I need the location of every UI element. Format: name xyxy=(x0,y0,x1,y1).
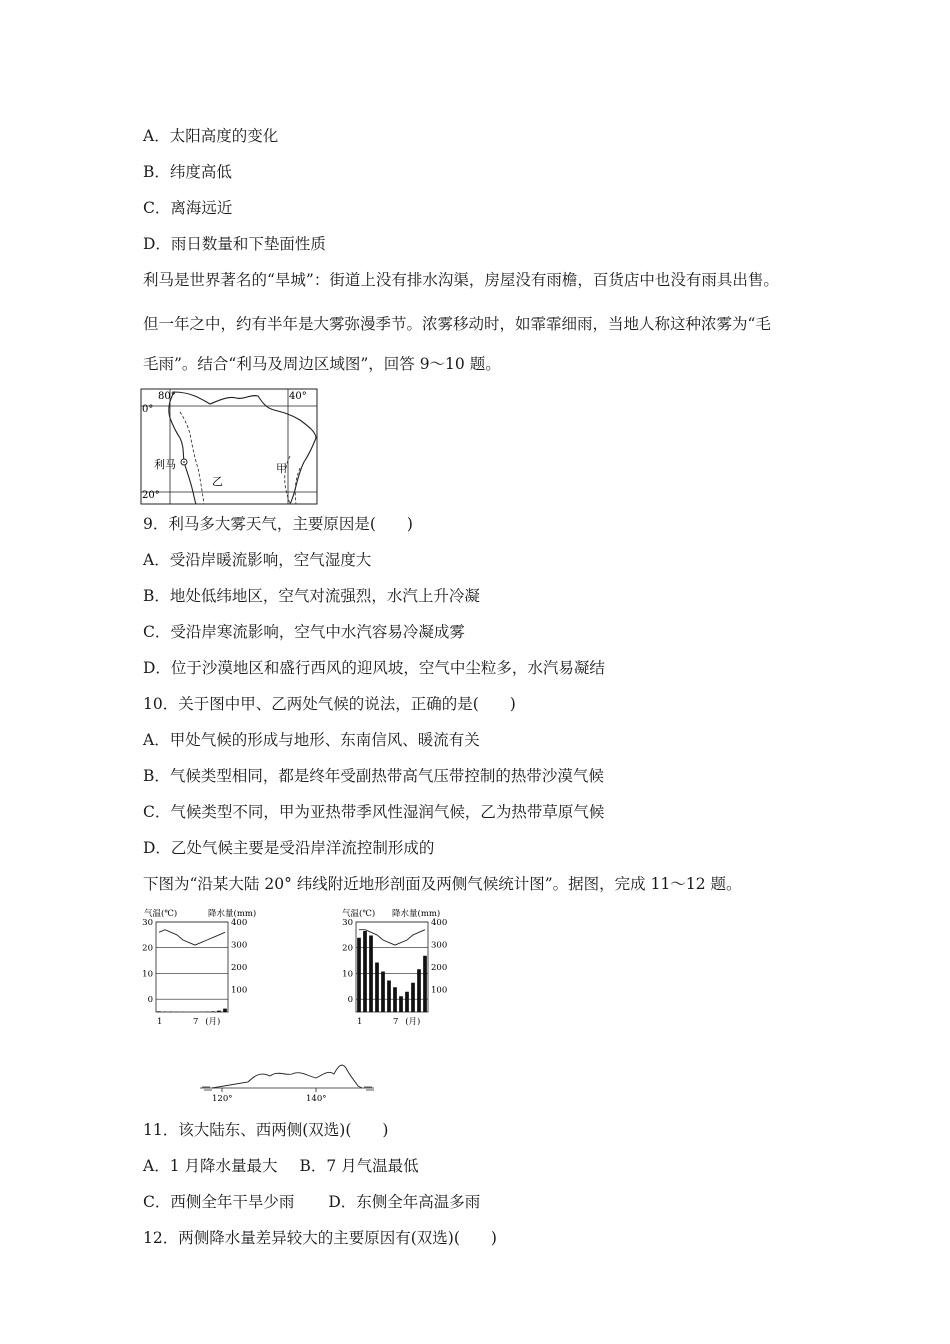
q10-option-c: C．气候类型不同，甲为亚热带季风性湿润气候，乙为热带草原气候 xyxy=(143,803,605,821)
q10-option-b: B．气候类型相同，都是终年受副热带高气压带控制的热带沙漠气候 xyxy=(143,767,604,785)
q9-stem: 9．利马多大雾天气，主要原因是( ) xyxy=(143,515,413,533)
left-month-tick: 7 xyxy=(193,1017,199,1027)
q10-option-a: A．甲处气候的形成与地形、东南信风、暖流有关 xyxy=(143,731,480,749)
q11-option-a: A．1 月降水量最大 xyxy=(143,1157,278,1175)
left-precip-label: 降水量(mm) xyxy=(208,909,257,919)
q11-options-row-1 xyxy=(143,1156,419,1176)
right-precip-bar xyxy=(423,956,427,1012)
q8-option-d: D．雨日数量和下垫面性质 xyxy=(143,235,326,253)
left-precip-bar xyxy=(211,1011,215,1012)
lima-intro-line-3: 毛雨”。结合“利马及周边区域图”，回答 9～10 题。 xyxy=(143,355,501,373)
left-temp-tick: 10 xyxy=(142,969,153,980)
left-precip-bar xyxy=(157,1011,161,1012)
right-temp-tick: 20 xyxy=(342,943,353,954)
right-precip-tick: 300 xyxy=(431,940,448,951)
right-temp-curve xyxy=(359,930,425,945)
terrain-profile xyxy=(200,1065,374,1104)
right-precip-bar xyxy=(411,983,415,1012)
profile-lon-140: 140° xyxy=(306,1094,327,1104)
right-precip-bar xyxy=(417,969,421,1012)
right-precip-bar xyxy=(399,996,403,1012)
left-temp-label: 气温(℃) xyxy=(144,909,178,919)
q9-option-a: A．受沿岸暖流影响，空气湿度大 xyxy=(143,551,372,569)
lima-region-map xyxy=(140,386,320,508)
map-lon-80: 80° xyxy=(158,391,176,402)
right-precip-bar xyxy=(363,931,367,1012)
map-lat-0: 0° xyxy=(142,404,154,415)
right-precip-tick: 200 xyxy=(431,963,448,973)
q12-stem: 12．两侧降水量差异较大的主要原因有(双选)( ) xyxy=(143,1229,497,1247)
right-temp-tick: 10 xyxy=(342,969,353,980)
left-precip-tick: 200 xyxy=(231,963,248,973)
lima-intro-line-1: 利马是世界著名的“旱城”：街道上没有排水沟渠，房屋没有雨檐，百货店中也没有雨具出售。 xyxy=(143,271,779,289)
left-temp-tick: 30 xyxy=(142,918,153,928)
right-precip-bar xyxy=(405,992,409,1012)
lima-intro-line-2: 但一年之中，约有半年是大雾弥漫季节。浓雾移动时，如霏霏细雨，当地人称这种浓雾为“毛 xyxy=(143,315,771,333)
left-climate-chart xyxy=(142,918,247,1027)
left-precip-bar xyxy=(223,1009,227,1012)
q10-stem: 10．关于图中甲、乙两处气候的说法，正确的是( ) xyxy=(143,695,516,713)
q8-option-b: B．纬度高低 xyxy=(143,163,232,181)
map-label-lima: 利马 xyxy=(154,458,176,471)
map-lat-20: 20° xyxy=(142,490,160,501)
right-month-tick: 1 xyxy=(357,1017,363,1027)
left-month-tick: 1 xyxy=(157,1017,163,1027)
q11-options-row-2 xyxy=(143,1192,480,1212)
climate-profile-figure xyxy=(140,904,448,1104)
map-label-yi: 乙 xyxy=(212,475,223,488)
left-temp-curve xyxy=(159,930,225,945)
right-precip-bar xyxy=(369,936,373,1013)
q11-option-c: C．西侧全年干旱少雨 xyxy=(143,1193,295,1211)
right-climate-chart xyxy=(342,918,447,1027)
left-month-unit: (月) xyxy=(205,1017,221,1027)
q8-option-a: A．太阳高度的变化 xyxy=(143,127,279,145)
q8-option-c: C．离海远近 xyxy=(143,199,233,217)
q11-option-b: B．7 月气温最低 xyxy=(299,1157,419,1175)
fig2-intro: 下图为“沿某大陆 20° 纬线附近地形剖面及两侧气候统计图”。据图，完成 11～12 题。 xyxy=(143,875,742,893)
right-precip-bar xyxy=(357,938,361,1012)
right-month-unit: (月) xyxy=(405,1017,421,1027)
left-precip-tick: 300 xyxy=(231,940,248,951)
profile-lon-120: 120° xyxy=(212,1094,233,1104)
right-precip-bar xyxy=(393,987,397,1012)
right-precip-bar xyxy=(375,963,379,1013)
right-month-tick: 7 xyxy=(393,1017,399,1027)
q10-option-d: D．乙处气候主要是受沿岸洋流控制形成的 xyxy=(143,839,435,857)
q11-stem: 11．该大陆东、西两侧(双选)( ) xyxy=(143,1121,389,1139)
right-precip-bar xyxy=(387,981,391,1013)
left-temp-tick: 0 xyxy=(147,995,153,1006)
q9-option-b: B．地处低纬地区，空气对流强烈，水汽上升冷凝 xyxy=(143,587,480,605)
left-precip-bar xyxy=(217,1011,221,1012)
map-label-jia: 甲 xyxy=(276,462,287,475)
right-temp-tick: 30 xyxy=(342,918,353,928)
right-temp-tick: 0 xyxy=(347,995,353,1006)
right-precip-tick: 100 xyxy=(431,985,448,996)
right-precip-label: 降水量(mm) xyxy=(392,909,441,919)
right-temp-label: 气温(℃) xyxy=(342,909,376,919)
q9-option-d: D．位于沙漠地区和盛行西风的迎风坡，空气中尘粒多，水汽易凝结 xyxy=(143,659,605,677)
left-precip-tick: 400 xyxy=(231,918,248,928)
q11-option-d: D．东侧全年高温多雨 xyxy=(328,1193,481,1211)
map-lon-40: 40° xyxy=(289,391,307,402)
left-temp-tick: 20 xyxy=(142,943,153,954)
right-precip-tick: 400 xyxy=(431,918,448,928)
q9-option-c: C．受沿岸寒流影响，空气中水汽容易冷凝成雾 xyxy=(143,623,465,641)
right-precip-bar xyxy=(381,972,385,1013)
left-precip-tick: 100 xyxy=(231,985,248,996)
